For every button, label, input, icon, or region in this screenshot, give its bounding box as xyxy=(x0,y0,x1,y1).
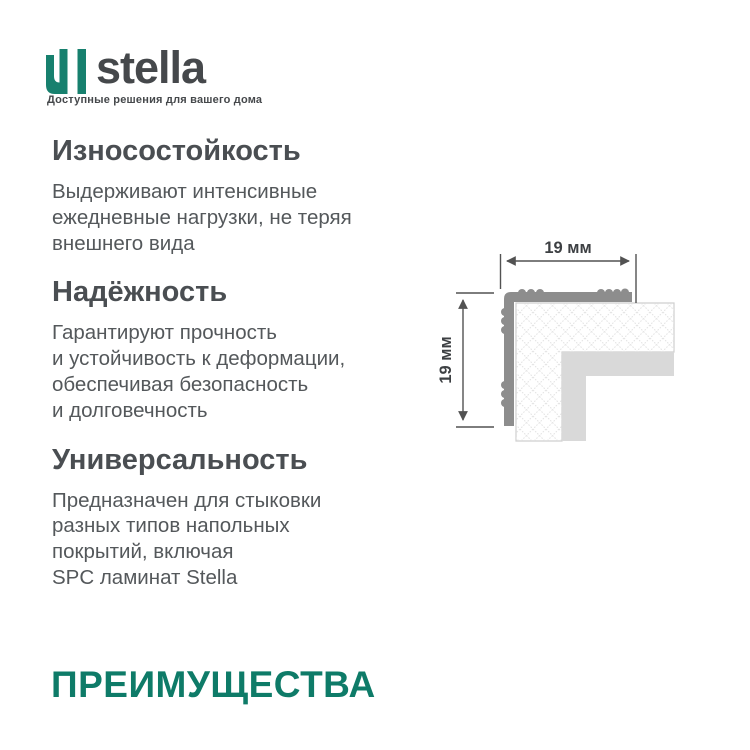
feature-text-line: обеспечивая безопасность xyxy=(52,372,309,396)
feature-text-line: SPC ламинат Stella xyxy=(52,565,238,589)
feature-versatility xyxy=(52,445,442,591)
diagram-height-label: 19 мм xyxy=(437,336,455,384)
logo-tagline: Доступные решения для вашего дома xyxy=(47,94,263,106)
feature-wear-resistance xyxy=(52,136,442,256)
feature-title: Универсальность xyxy=(52,443,308,476)
feature-text-line: Гарантируют прочность xyxy=(52,321,277,345)
page-title-advantages: ПРЕИМУЩЕСТВА xyxy=(51,664,376,705)
feature-title: Надёжность xyxy=(52,276,228,309)
features-list xyxy=(52,136,442,612)
feature-title: Износостойкость xyxy=(52,135,301,167)
feature-text-line: разных типов напольных xyxy=(52,514,290,538)
feature-text-line: Предназначен для стыковки xyxy=(52,488,322,512)
substrate-step xyxy=(562,352,674,441)
logo-wordmark: stella xyxy=(96,42,206,93)
feature-text-line: Выдерживают интенсивные xyxy=(52,180,318,203)
feature-text-line: и устойчивость к деформации, xyxy=(52,347,346,371)
feature-text-line: и долговечность xyxy=(52,398,208,422)
feature-text-line: внешнего вида xyxy=(52,231,195,255)
diagram-width-label: 19 мм xyxy=(544,239,592,257)
feature-text-line: ежедневные нагрузки, не теряя xyxy=(52,205,352,229)
stella-logo-icon xyxy=(46,49,86,94)
corner-profile-drawing xyxy=(430,228,686,448)
height-dimension xyxy=(456,293,494,427)
feature-reliability xyxy=(52,277,442,423)
feature-text-line: покрытий, включая xyxy=(52,540,234,564)
